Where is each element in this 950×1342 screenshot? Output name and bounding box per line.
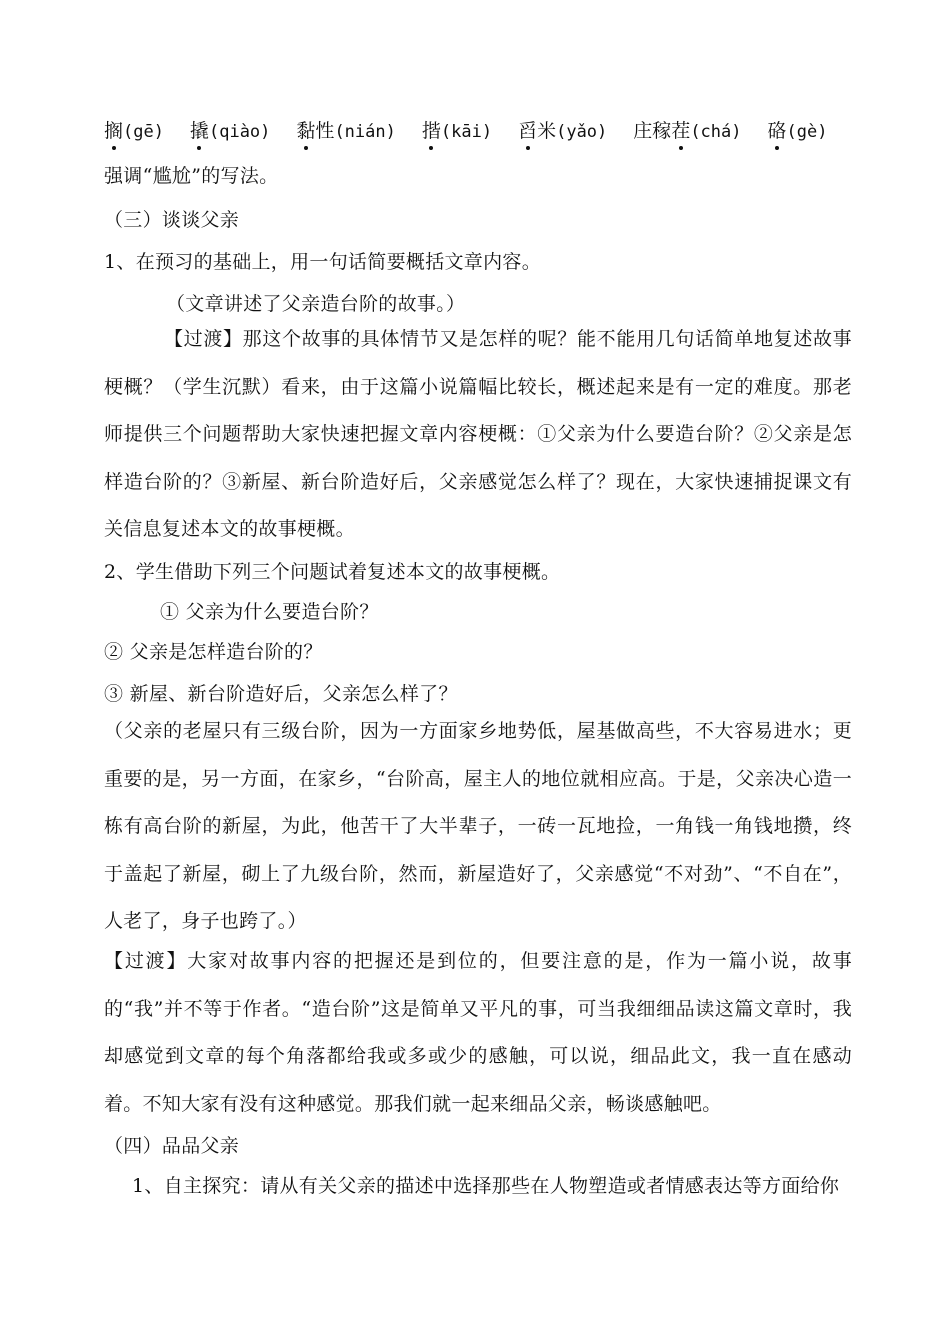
pinyin: (kāi)	[440, 122, 493, 142]
emphasized-char: 茬	[671, 120, 691, 142]
vocab-item-4	[422, 118, 492, 145]
section-heading-3: （三）谈谈父亲	[104, 209, 240, 231]
pinyin: (gè)	[786, 122, 828, 142]
question-1: 1、在预习的基础上，用一句话简要概括文章内容。	[104, 251, 541, 273]
pinyin: (yǎo)	[556, 122, 608, 142]
transition-paragraph-1: 【过渡】那这个故事的具体情节又是怎样的呢？能不能用几句话简单地复述故事梗概？（学生沉默）看来，由于这篇小说篇幅比较长，概述起来是有一定的难度。那老师提供三个问题帮助大家快速把握文章内容梗概：①父亲为什么要造台阶？②父亲是怎样造台阶的？③新屋、新台阶造好后，父亲感觉怎么样了？现在，大家快速捕捉课文有关信息复述本文的故事梗概。	[104, 328, 852, 540]
vocab-item-3: 黏性(nián)	[296, 120, 396, 142]
emphasized-char: 搁	[104, 120, 124, 142]
question-2-item-2: ② 父亲是怎样造台阶的？	[104, 641, 323, 663]
pinyin: (gē)	[123, 122, 164, 142]
question-2-item-1: ① 父亲为什么要造台阶？	[160, 601, 379, 623]
emphasized-char: 揩	[421, 120, 441, 142]
emphasis-note: 强调“尴尬”的写法。	[104, 165, 279, 187]
emphasized-char: 黏	[296, 120, 316, 142]
transition-paragraph-2: 【过渡】大家对故事内容的把握还是到位的，但要注意的是，作为一篇小说，故事的“我”并不等于作者。“造台阶”这是简单又平凡的事，可当我细细品读这篇文章时，我却感觉到文章的每个角落都给我或多或少的感触，可以说，细品此文，我一直在感动着。不知大家有没有这种感觉。那我们就一起来细品父亲，畅谈感触吧。	[104, 950, 852, 1115]
emphasized-char: 撬	[189, 120, 209, 142]
pinyin: (nián)	[334, 122, 396, 142]
answer-1: （文章讲述了父亲造台阶的故事。）	[166, 293, 466, 315]
answer-paragraph-2: （父亲的老屋只有三级台阶，因为一方面家乡地势低，屋基做高些，不大容易进水；更重要的是，另一方面，在家乡，“台阶高，屋主人的地位就相应高。于是，父亲决心造一栋有高台阶的新屋，为此，他苦干了大半辈子，一砖一瓦地捡，一角钱一角钱地攒，终于盖起了新屋，砌上了九级台阶，然而，新屋造好了，父亲感觉“不对劲”、“不自在”，人老了，身子也跨了。）	[104, 720, 852, 932]
emphasized-char: 舀	[518, 120, 538, 142]
question-2: 2、学生借助下列三个问题试着复述本文的故事梗概。	[104, 561, 561, 583]
emphasized-char: 硌	[767, 120, 787, 142]
vocab-item-5: 舀米(yǎo)	[518, 120, 608, 142]
vocab-item-2	[190, 118, 270, 145]
task-1: 1、自主探究：请从有关父亲的描述中选择那些在人物塑造或者情感表达等方面给你	[132, 1175, 840, 1197]
vocab-item-6: 庄稼茬(chá)	[633, 120, 742, 142]
pinyin: (qiào)	[208, 122, 271, 142]
vocab-item-1	[104, 118, 164, 145]
vocabulary-row	[104, 118, 827, 145]
question-2-item-3: ③ 新屋、新台阶造好后，父亲怎么样了？	[104, 683, 458, 705]
section-heading-4: （四）品品父亲	[104, 1135, 240, 1157]
vocab-item-7	[768, 118, 828, 145]
pinyin: (chá)	[690, 122, 742, 142]
